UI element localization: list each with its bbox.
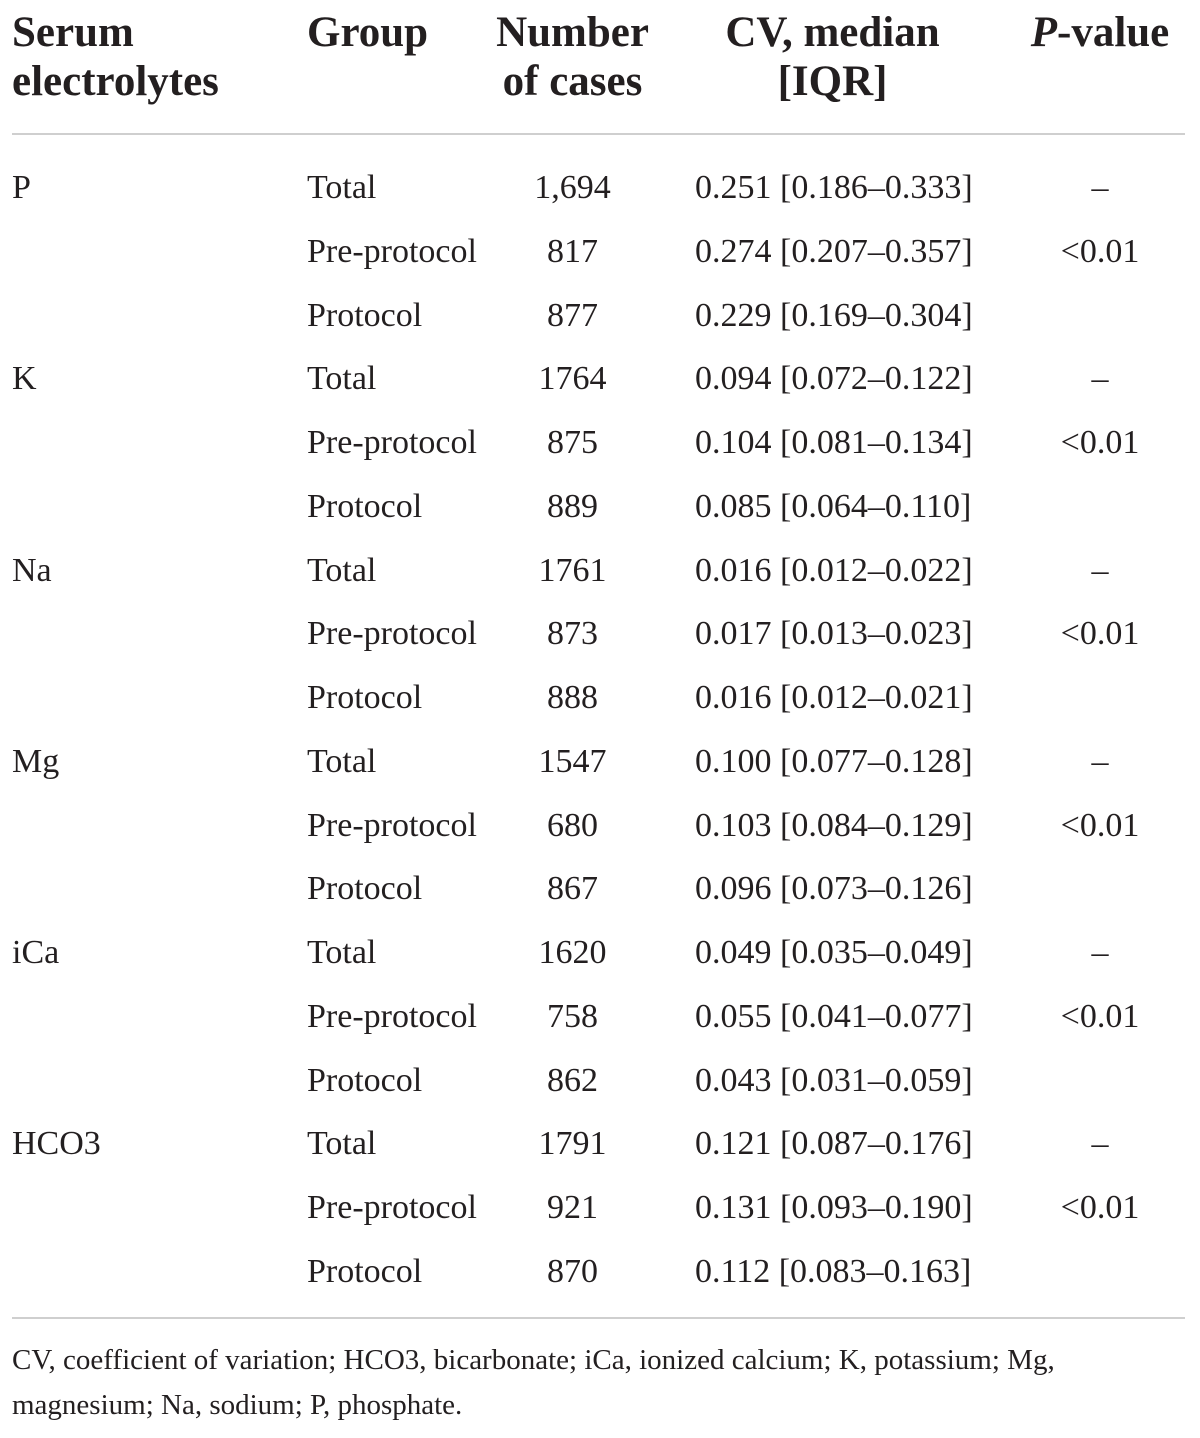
cell-number-of-cases: 870: [547, 1252, 598, 1290]
table-row: [0, 794, 1200, 858]
cell-group: Protocol: [307, 1061, 423, 1099]
header-group: Group: [307, 9, 429, 56]
cell-number-of-cases: 1761: [538, 551, 607, 589]
cell-cv-median-iqr: 0.121 [0.087–0.176]: [695, 1125, 973, 1163]
header-cv-median-iqr: [690, 8, 975, 106]
cell-group: Total: [307, 360, 377, 398]
cell-group: Protocol: [307, 1252, 423, 1290]
table-row: [0, 347, 1200, 411]
cell-p-value: –: [1091, 742, 1109, 780]
cell-number-of-cases: 867: [547, 870, 598, 908]
cell-group: Pre-protocol: [307, 424, 477, 461]
cell-cv-median-iqr: 0.016 [0.012–0.022]: [695, 551, 973, 589]
cell-cv-median-iqr: 0.103 [0.084–0.129]: [695, 806, 973, 844]
table-row: [0, 1240, 1200, 1304]
cell-p-value: <0.01: [1060, 232, 1140, 270]
header-p-italic: P: [1030, 9, 1057, 56]
footnote-line-2: magnesium; Na, sodium; P, phosphate.: [12, 1389, 463, 1421]
cell-electrolyte: iCa: [12, 934, 60, 971]
header-cases-line2: of cases: [502, 58, 643, 105]
cell-cv-median-iqr: 0.251 [0.186–0.333]: [695, 169, 973, 206]
cell-group: Protocol: [307, 870, 423, 908]
cell-group: Total: [307, 934, 377, 971]
cell-cv-median-iqr: 0.100 [0.077–0.128]: [695, 742, 973, 780]
cell-cv-median-iqr: 0.043 [0.031–0.059]: [695, 1061, 973, 1099]
cell-cv-median-iqr: 0.131 [0.093–0.190]: [695, 1189, 973, 1226]
cell-p-value: –: [1091, 360, 1109, 398]
cell-group: Pre-protocol: [307, 232, 477, 270]
cell-cv-median-iqr: 0.094 [0.072–0.122]: [695, 360, 973, 398]
table-row: [0, 539, 1200, 603]
header-number-of-cases: [470, 8, 675, 106]
cell-electrolyte: K: [12, 360, 37, 398]
cell-electrolyte: HCO3: [12, 1125, 101, 1163]
cell-p-value: –: [1091, 169, 1109, 206]
cell-number-of-cases: 817: [547, 232, 598, 270]
header-cv-line2: [IQR]: [777, 58, 888, 105]
cell-p-value: <0.01: [1060, 424, 1140, 461]
cell-group: Pre-protocol: [307, 806, 477, 844]
cell-p-value: <0.01: [1060, 997, 1140, 1035]
cell-number-of-cases: 888: [547, 679, 598, 716]
table-row: [0, 284, 1200, 348]
cell-cv-median-iqr: 0.104 [0.081–0.134]: [695, 424, 973, 461]
table-row: [0, 921, 1200, 985]
table-bottom-rule: [12, 1317, 1185, 1319]
header-cases-line1: Number: [496, 9, 649, 56]
cell-cv-median-iqr: 0.112 [0.083–0.163]: [695, 1252, 972, 1290]
cell-number-of-cases: 1791: [538, 1125, 607, 1163]
cell-group: Total: [307, 551, 377, 589]
table-row: [0, 602, 1200, 666]
header-serum-line2: electrolytes: [12, 58, 219, 105]
table-row: [0, 857, 1200, 921]
table-row: [0, 1176, 1200, 1240]
table-row: [0, 666, 1200, 730]
cell-number-of-cases: 1,694: [534, 169, 611, 206]
cell-group: Pre-protocol: [307, 997, 477, 1035]
cell-cv-median-iqr: 0.085 [0.064–0.110]: [695, 487, 972, 525]
cell-number-of-cases: 1620: [538, 934, 607, 971]
cell-number-of-cases: 921: [547, 1189, 598, 1226]
cell-cv-median-iqr: 0.017 [0.013–0.023]: [695, 615, 973, 653]
cell-number-of-cases: 877: [547, 296, 598, 334]
table-row: [0, 1049, 1200, 1113]
header-serum-electrolytes: [12, 8, 292, 106]
cell-number-of-cases: 758: [547, 997, 598, 1035]
cell-p-value: –: [1091, 934, 1109, 971]
cell-p-value: –: [1091, 551, 1109, 589]
footnote-line-1: CV, coefficient of variation; HCO3, bicarbonate; iCa, ionized calcium; K, potassium; Mg,: [12, 1344, 1055, 1376]
header-cv-line1: CV, median: [725, 9, 940, 56]
cell-cv-median-iqr: 0.055 [0.041–0.077]: [695, 997, 973, 1035]
cell-electrolyte: P: [12, 169, 31, 206]
cell-p-value: <0.01: [1060, 806, 1140, 844]
cell-number-of-cases: 1764: [538, 360, 607, 398]
header-p-rest: -value: [1057, 9, 1170, 56]
cell-cv-median-iqr: 0.274 [0.207–0.357]: [695, 232, 973, 270]
cell-number-of-cases: 862: [547, 1061, 598, 1099]
header-serum-line1: Serum: [12, 9, 134, 56]
table-row: [0, 985, 1200, 1049]
cell-cv-median-iqr: 0.096 [0.073–0.126]: [695, 870, 973, 908]
cell-number-of-cases: 873: [547, 615, 598, 653]
cell-number-of-cases: 1547: [538, 742, 607, 780]
cell-cv-median-iqr: 0.049 [0.035–0.049]: [695, 934, 973, 971]
cell-number-of-cases: 875: [547, 424, 598, 461]
cell-electrolyte: Mg: [12, 742, 60, 780]
cell-cv-median-iqr: 0.229 [0.169–0.304]: [695, 296, 973, 334]
table-row: [0, 730, 1200, 794]
cell-group: Protocol: [307, 487, 423, 525]
cell-electrolyte: Na: [12, 551, 52, 589]
table-top-rule: [12, 133, 1185, 135]
cell-group: Protocol: [307, 296, 423, 334]
table-row: [0, 1112, 1200, 1176]
cell-p-value: –: [1091, 1125, 1109, 1163]
cell-group: Pre-protocol: [307, 1189, 477, 1226]
cell-group: Total: [307, 742, 377, 780]
cell-group: Total: [307, 1125, 377, 1163]
cell-p-value: <0.01: [1060, 615, 1140, 653]
table-row: [0, 475, 1200, 539]
table-row: [0, 156, 1200, 220]
cell-p-value: <0.01: [1060, 1189, 1140, 1226]
cell-number-of-cases: 889: [547, 487, 598, 525]
table-row: [0, 220, 1200, 284]
table-row: [0, 411, 1200, 475]
cell-number-of-cases: 680: [547, 806, 598, 844]
cell-group: Protocol: [307, 679, 423, 716]
cell-group: Pre-protocol: [307, 615, 477, 653]
cell-group: Total: [307, 169, 377, 206]
table-footnote: [12, 1338, 1188, 1428]
cell-cv-median-iqr: 0.016 [0.012–0.021]: [695, 679, 973, 716]
header-p-value: [1010, 8, 1190, 57]
